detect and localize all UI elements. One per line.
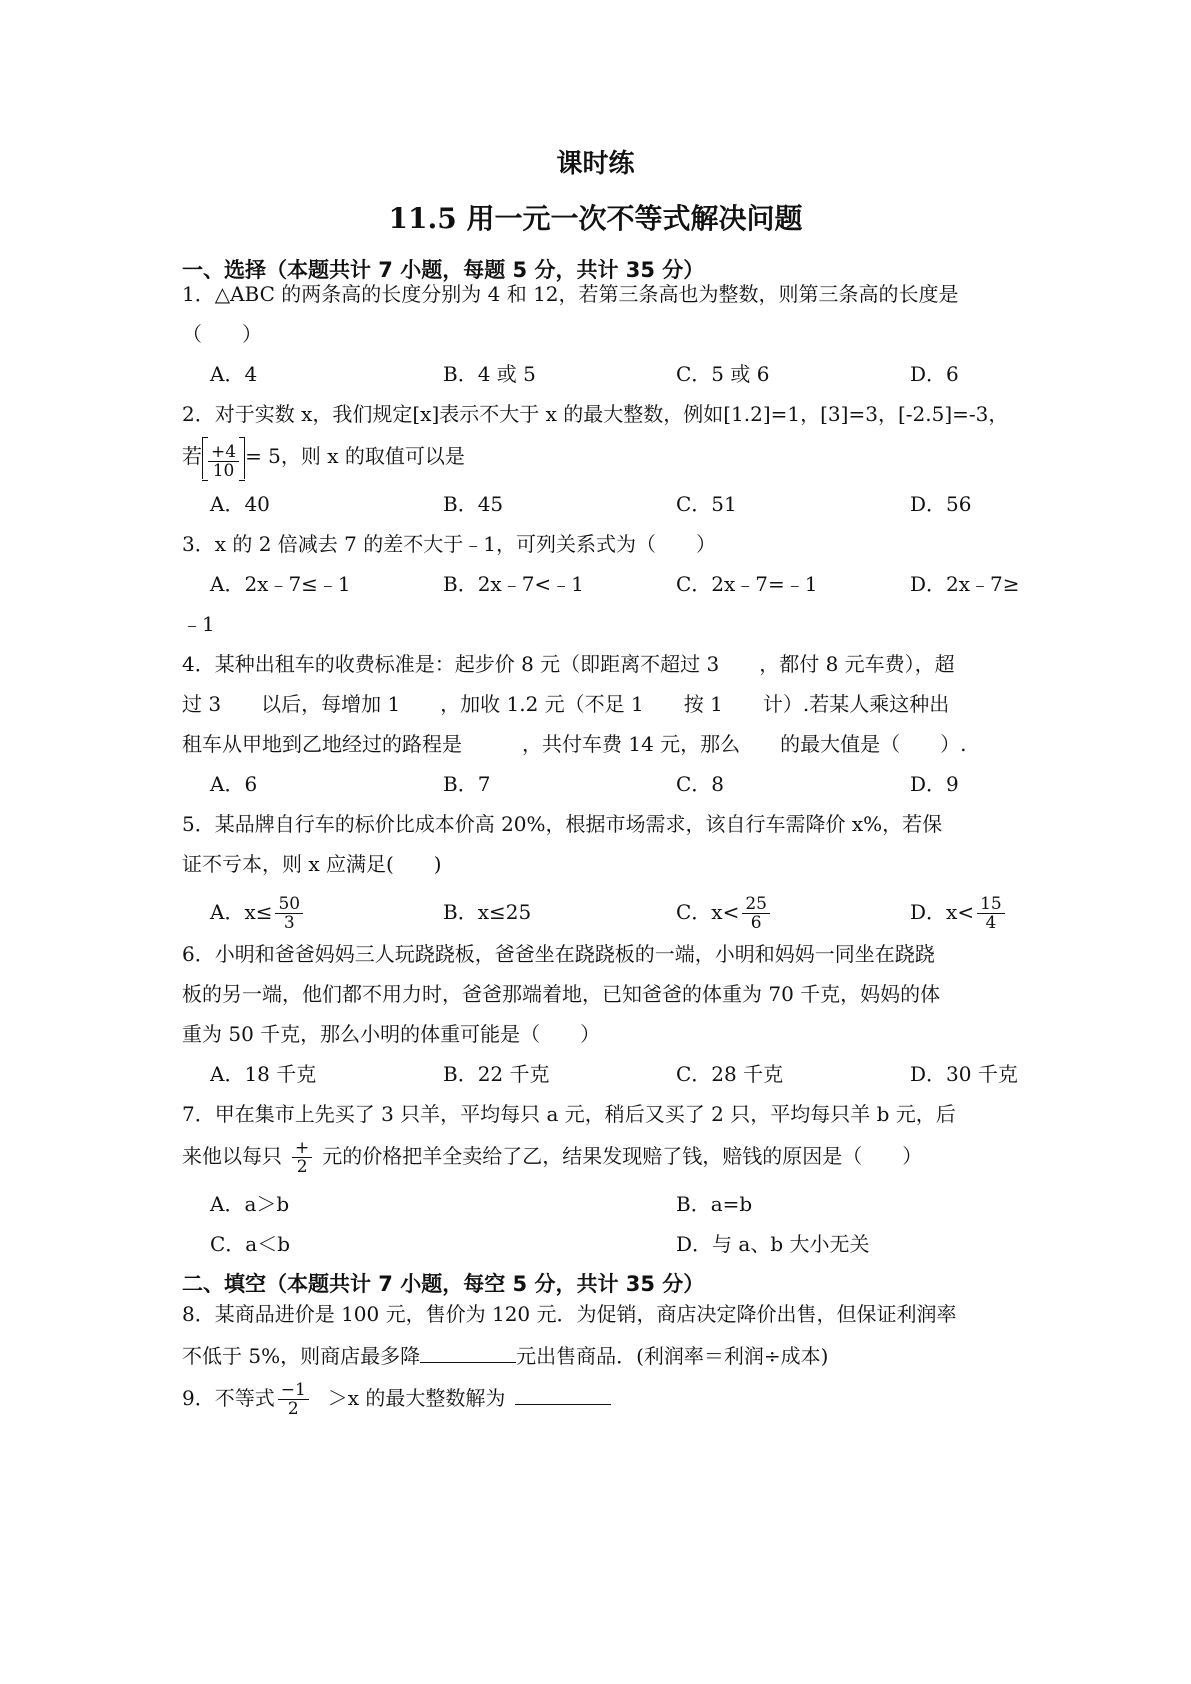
q7-frac-denominator: 2 xyxy=(296,1157,308,1177)
q1-option-c: C．5 或 6 xyxy=(676,362,770,386)
q7-post: 元的价格把羊全卖给了乙，结果发现赔了钱，赔钱的原因是（ ） xyxy=(322,1144,923,1168)
question-2-text: 2．对于实数 x，我们规定[x]表示不大于 x 的最大整数，例如[1.2]=1，[3]=3，[-2.5]=-3， xyxy=(182,402,1009,426)
q6-option-c: C．28 千克 xyxy=(676,1062,784,1086)
question-3-text: 3．x 的 2 倍减去 7 的差不大于﹣1，可列关系式为（ ） xyxy=(182,532,716,556)
q7-frac-numerator: + xyxy=(292,1139,312,1158)
document-title: 课时练 xyxy=(556,149,635,179)
q7-option-d: D．与 a、b 大小无关 xyxy=(676,1232,870,1256)
q5-option-a xyxy=(210,888,306,936)
q8-post: 元出售商品．(利润率＝利润÷成本) xyxy=(516,1344,829,1368)
q5-option-c-label: C．x< xyxy=(676,900,740,924)
q7-pre: 来他以每只 xyxy=(182,1144,282,1168)
q6-option-a: A．18 千克 xyxy=(210,1062,317,1086)
question-6-text-line1: 6．小明和爸爸妈妈三人玩跷跷板，爸爸坐在跷跷板的一端，小明和妈妈一同坐在跷跷 xyxy=(182,942,935,966)
q2-option-d: D．56 xyxy=(910,492,972,516)
q7-option-c: C．a＜b xyxy=(210,1232,291,1256)
q2-fraction xyxy=(208,443,239,480)
question-4-text-line2: 过 3 以后，每增加 1 ，加收 1.2 元（不足 1 按 1 计）.若某人乘这种出 xyxy=(182,692,950,716)
q8-pre: 不低于 5%，则商店最多降 xyxy=(182,1344,421,1368)
q9-frac-numerator: −1 xyxy=(278,1381,309,1400)
q9-frac-denominator: 2 xyxy=(287,1399,299,1419)
q7-option-a: A．a＞b xyxy=(210,1192,290,1216)
q9-post: ＞x 的最大整数解为 xyxy=(327,1386,506,1410)
q2-floor-bracket xyxy=(202,437,245,479)
question-5-text-line2: 证不亏本，则 x 应满足( ) xyxy=(182,852,442,876)
q2-pre: 若 xyxy=(182,444,202,468)
question-8-text-line1: 8．某商品进价是 100 元，售价为 120 元．为促销，商店决定降价出售，但保证利润率 xyxy=(182,1302,957,1326)
q5-d-numerator: 15 xyxy=(977,895,1005,914)
q5-a-numerator: 50 xyxy=(275,895,303,914)
q5-a-denominator: 3 xyxy=(283,913,295,933)
question-4-text-line1: 4．某种出租车的收费标准是：起步价 8 元（即距离不超过 3 ，都付 8 元车费），超 xyxy=(182,652,955,676)
q5-c-denominator: 6 xyxy=(750,913,762,933)
q5-option-b: B．x≤25 xyxy=(443,900,532,924)
q4-option-d: D．9 xyxy=(910,772,959,796)
q7-option-b: B．a=b xyxy=(676,1192,753,1216)
q5-option-a-label: A．x≤ xyxy=(210,900,273,924)
question-2-condition xyxy=(182,434,465,482)
q5-option-a-fraction xyxy=(275,895,303,932)
q2-frac-numerator: +4 xyxy=(208,443,239,462)
question-5-text-line1: 5．某品牌自行车的标价比成本价高 20%，根据市场需求，该自行车需降价 x%，若保 xyxy=(182,812,943,836)
question-9-text xyxy=(182,1374,611,1422)
document-subtitle: 11.5 用一元一次不等式解决问题 xyxy=(388,202,803,235)
question-8-text-line2 xyxy=(182,1342,828,1368)
q5-option-d-fraction xyxy=(977,895,1005,932)
q1-option-b: B．4 或 5 xyxy=(443,362,536,386)
q7-fraction xyxy=(292,1139,312,1176)
question-6-text-line3: 重为 50 千克，那么小明的体重可能是（ ） xyxy=(182,1022,601,1046)
q3-option-b: B．2x﹣7<﹣1 xyxy=(443,572,584,596)
q1-option-d: D．6 xyxy=(910,362,959,386)
q2-frac-denominator: 10 xyxy=(212,460,235,481)
q3-option-c: C．2x﹣7=﹣1 xyxy=(676,572,818,596)
q5-option-c xyxy=(676,888,773,936)
q5-option-d xyxy=(910,888,1008,936)
q5-option-d-label: D．x< xyxy=(910,900,975,924)
q2-post: = 5，则 x 的取值可以是 xyxy=(245,444,465,468)
q4-option-a: A．6 xyxy=(210,772,258,796)
q6-option-b: B．22 千克 xyxy=(443,1062,550,1086)
q8-answer-blank[interactable] xyxy=(420,1342,516,1363)
q5-option-c-fraction xyxy=(742,895,770,932)
question-7-text-line1: 7．甲在集市上先买了 3 只羊，平均每只 a 元，稍后又买了 2 只，平均每只羊 b 元，后 xyxy=(182,1102,956,1126)
q3-option-a: A．2x﹣7≤﹣1 xyxy=(210,572,351,596)
q5-d-denominator: 4 xyxy=(985,913,997,933)
q5-c-numerator: 25 xyxy=(742,895,770,914)
q2-option-c: C．51 xyxy=(676,492,737,516)
q9-answer-blank[interactable] xyxy=(515,1384,611,1405)
q6-option-d: D．30 千克 xyxy=(910,1062,1018,1086)
question-6-text-line2: 板的另一端，他们都不用力时，爸爸那端着地，已知爸爸的体重为 70 千克，妈妈的体 xyxy=(182,982,941,1006)
q3-option-d: D．2x﹣7≥ xyxy=(910,572,1020,596)
question-7-text-line2 xyxy=(182,1134,922,1178)
q4-option-b: B．7 xyxy=(443,772,491,796)
q2-option-b: B．45 xyxy=(443,492,504,516)
q3-option-d-wrap: ﹣1 xyxy=(182,612,215,636)
question-4-text-line3: 租车从甲地到乙地经过的路程是 ，共付车费 14 元，那么 的最大值是（ ）. xyxy=(182,732,967,756)
question-1-text: 1．△ABC 的两条高的长度分别为 4 和 12，若第三条高也为整数，则第三条高的长度是 xyxy=(182,282,959,306)
section-heading-choice: 一、选择（本题共计 7 小题，每题 5 分，共计 35 分） xyxy=(182,258,705,282)
q9-pre: 9．不等式 xyxy=(182,1386,275,1410)
q1-option-a: A．4 xyxy=(210,362,258,386)
q4-option-c: C．8 xyxy=(676,772,725,796)
q2-option-a: A．40 xyxy=(210,492,270,516)
question-1-bracket: （ ） xyxy=(182,322,262,346)
section-heading-fill: 二、填空（本题共计 7 小题，每空 5 分，共计 35 分） xyxy=(182,1272,705,1296)
q9-fraction xyxy=(278,1381,309,1418)
